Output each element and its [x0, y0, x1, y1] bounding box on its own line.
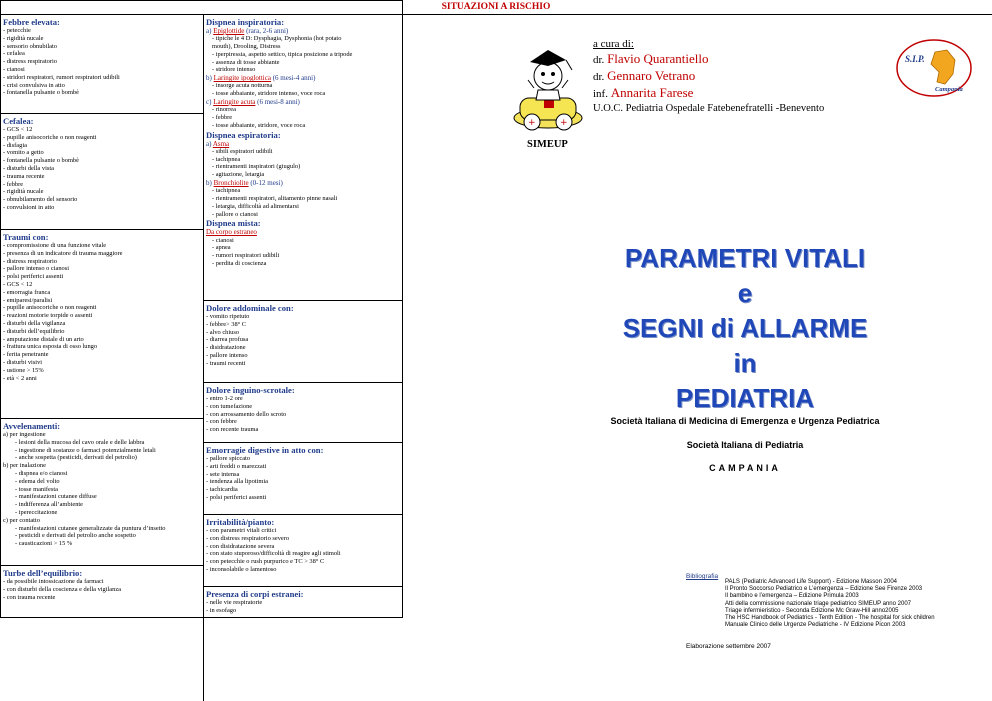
list-item: - febbre	[3, 180, 24, 188]
condition-name: Da corpo estraneo	[206, 228, 257, 237]
title-line: in	[733, 348, 757, 378]
bibliography-item: Atti della commissione nazionale triage pediatrico SIMEUP anno 2007	[725, 600, 911, 607]
list-item: - rumori respiratori udibili	[212, 252, 280, 260]
condition-prefix: a)	[206, 27, 214, 35]
list-item: - stridore intenso	[212, 66, 256, 74]
list-item: - perdita di coscienza	[212, 259, 267, 267]
subsection-title: Dispnea espiratoria:	[206, 129, 281, 140]
condition-prefix: c)	[206, 97, 214, 106]
list-item: - con febbre	[206, 418, 237, 426]
list-item: - apnea	[212, 244, 231, 252]
list-item: - rientramenti respiratori, alitamento pinne nasali	[212, 194, 338, 202]
list-item: - con tumefazione	[206, 402, 253, 410]
bibliography-item: The HSC Handbook of Pediatrics - Tenth Edition - The hospital for sick children	[725, 615, 935, 622]
list-item: - petecchie	[3, 27, 31, 34]
list-item: - edema del volto	[15, 477, 60, 485]
title-line: SEGNI di ALLARME	[622, 313, 868, 343]
list-item: - fontanella pulsante o bombè	[3, 89, 79, 97]
risk-section	[0, 229, 203, 382]
list-item: - con trauma recente	[3, 593, 56, 601]
condition-label	[206, 27, 399, 35]
section-list	[3, 578, 200, 601]
condition-label	[206, 179, 399, 187]
credit-person: dr. Flavio Quarantiello	[593, 51, 709, 66]
list-item: - agitazione, letargia	[212, 171, 265, 179]
list-item: - polsi periferici assenti	[206, 493, 267, 501]
list-item: - manifestazioni cutanee diffuse	[15, 493, 97, 501]
list-item: - tipiche le 4 D: Dysphagia, Dysphonia (hot potato	[212, 35, 342, 43]
condition-label	[206, 74, 399, 82]
section-list	[3, 27, 200, 97]
list-item: - pallore spiccato	[206, 455, 251, 462]
section-title: Avvelenamenti:	[3, 421, 61, 431]
section-title: Dolore addominale con:	[206, 303, 294, 313]
list-item: - emorragia franca	[3, 288, 51, 296]
condition-label	[206, 98, 399, 106]
panel-title: SITUAZIONI A RISCHIO	[0, 0, 992, 15]
section-title: Dispnea inspiratoria:	[206, 17, 285, 27]
list-item: - pallore o cianosi	[212, 210, 258, 218]
risk-section	[0, 418, 203, 548]
bibliography-list	[725, 579, 935, 629]
risk-section	[203, 300, 402, 368]
condition-name: Asma	[212, 139, 230, 148]
list-item: - con distress respiratorio severo	[206, 534, 290, 542]
credit-department: U.O.C. Pediatria Ospedale Fatebenefratelli -Benevento	[593, 103, 825, 114]
list-item: - disfagia	[3, 141, 27, 149]
list-item: - reazioni motorie torpide o assenti	[3, 312, 93, 320]
list-item: - da possibile intossicazione da farmaci	[3, 578, 104, 585]
title-line: PARAMETRI VITALI	[624, 243, 866, 273]
list-item: - GCS < 12	[3, 280, 33, 288]
list-item: - rigidità nucale	[3, 34, 44, 42]
footer-date: Elaborazione settembre 2007	[686, 643, 771, 650]
list-item: - ipereccitazione	[15, 508, 58, 516]
list-item: - arti freddi o marezzati	[206, 462, 267, 470]
condition-prefix: b)	[206, 178, 214, 187]
risk-section	[0, 113, 203, 212]
condition-name: Laringite ipoglottica	[213, 74, 271, 83]
list-item: - pallore intenso	[206, 351, 248, 359]
list-item: a) per ingestione	[3, 431, 46, 438]
list-item: - diarrea profusa	[206, 336, 249, 344]
list-item: - presenza di un indicatore di trauma maggiore	[3, 249, 123, 257]
section-list	[206, 527, 399, 574]
list-item: - inconsolabile o lamentoso	[206, 565, 277, 573]
list-item: - ingestione di sostanze o farmaci potenzialmente letali	[15, 446, 156, 454]
list-item: - sensorio obnubilato	[3, 42, 57, 50]
risk-section	[0, 15, 203, 97]
list-item: - cefalea	[3, 50, 25, 58]
list-item: - disturbi dell’equilibrio	[3, 327, 65, 335]
list-item: - età < 2 anni	[3, 374, 37, 382]
section-list	[206, 27, 399, 268]
section-title: Turbe dell’equilibrio:	[3, 568, 83, 578]
list-item: - iperpiressia, aspetto settico, tipica posizione a tripode	[212, 50, 353, 58]
list-item: - emiparesi/paralisi	[3, 296, 53, 304]
list-item: - distress respiratorio	[3, 257, 57, 265]
list-item: - rinorrea	[212, 106, 236, 114]
title-line: e	[737, 278, 753, 308]
risk-section	[203, 442, 402, 502]
simeup-cartoon-logo	[508, 36, 586, 132]
condition-age: (rara, 2-6 anni)	[244, 27, 289, 35]
list-item: - alvo chiuso	[206, 328, 240, 336]
list-item: - con stato stuporoso/difficoltà di reagire agli stimoli	[206, 550, 341, 558]
section-list	[3, 431, 200, 548]
section-list	[206, 455, 399, 502]
list-item: - tosse manifesta	[15, 485, 58, 493]
risk-section	[203, 514, 402, 574]
condition-name: Bronchiolite	[213, 178, 249, 187]
list-item: - letargia, difficoltà ad alimentarsi	[212, 202, 299, 210]
list-item: - disturbi della vigilanza	[3, 319, 66, 327]
list-item: - causticazioni > 15 %	[15, 540, 73, 548]
section-title: Cefalea:	[3, 116, 34, 126]
list-item: - tosse abbaiante, stridore intenso, voce roca	[212, 90, 326, 98]
region-logo-text: Campania	[935, 86, 963, 93]
list-item: - con disidratazione severa	[206, 542, 275, 550]
section-title: Irritabilità/pianto:	[206, 517, 275, 527]
section-title: Emorragie digestive in atto con:	[206, 445, 324, 455]
list-item: - pesticidi e derivati del petrolio anche sospetto	[15, 532, 136, 540]
list-item: - frattura unica esposta di osso lungo	[3, 343, 98, 351]
list-item: - pupille anisocoriche o non reagenti	[3, 304, 97, 312]
list-item: - cianosi	[212, 236, 234, 244]
risk-section	[0, 565, 203, 601]
condition-prefix: a)	[206, 139, 213, 148]
bibliography-item: PALS (Pediatric Advanced Life Support) - Edizione Masson 2004	[725, 579, 897, 585]
list-item: - pupille anisocoriche o non reagenti	[3, 133, 97, 141]
list-item: - tosse abbaiante, stridore, voce roca	[212, 121, 306, 129]
section-title: Traumi con:	[3, 232, 49, 242]
list-item: - amputazione distale di un arto	[3, 335, 84, 343]
svg-text:+: +	[560, 118, 568, 128]
list-item: - sete intensa	[206, 470, 240, 478]
simeup-label: SIMEUP	[527, 139, 568, 150]
list-item: - tachipnea	[212, 187, 241, 195]
society-3: CAMPANIA	[709, 463, 781, 473]
list-item: - compromissione di una funzione vitale	[3, 242, 107, 249]
bibliography-item: Il bambino e l’emergenza – Edizione Primula 2003	[725, 593, 859, 600]
condition-name: Epiglottide	[213, 27, 245, 35]
list-item: - tendenza alla lipotimia	[206, 478, 268, 486]
list-item: - con recente trauma	[206, 426, 259, 434]
list-item: - manifestazioni cutanee generalizzate da puntura d’insetto	[15, 524, 166, 532]
list-item: mouth), Drooling, Distress	[212, 43, 281, 50]
bibliography-link[interactable]: Bibliografia	[686, 573, 719, 580]
list-item: - rientramenti inspiratori (giugulo)	[212, 163, 301, 171]
list-item: - tachicardia	[206, 486, 238, 494]
list-item: - disturbi visivi	[3, 358, 43, 366]
list-item: - febbre> 38° C	[206, 320, 247, 328]
panel-column-left	[0, 15, 204, 701]
list-item: - indifferenza all’ambiente	[15, 501, 84, 509]
list-item: - convulsioni in atto	[3, 203, 55, 211]
list-item: - trauma recente	[3, 172, 45, 180]
list-item: - con arrossamento dello scroto	[206, 410, 287, 418]
list-item: - con parametri vitali critici	[206, 527, 277, 534]
list-item: - con petecchie o rush purpurico e TC > 38° C	[206, 558, 325, 566]
list-item: - in esofago	[206, 606, 237, 614]
list-item: - traumi recenti	[206, 359, 246, 367]
title-line: PEDIATRIA	[675, 383, 815, 413]
bibliography-item: Il Pronto Soccorso Pediatrico e L’emergenza – Edizione See Firenze 2003	[725, 586, 923, 593]
list-item: - ustione > 15%	[3, 366, 44, 374]
risk-section	[203, 382, 402, 434]
list-item: - entro 1-2 ore	[206, 395, 243, 402]
list-item: - lesioni della mucosa del cavo orale e delle labbra	[15, 438, 145, 446]
sip-logo-text: S.I.P.	[905, 54, 925, 64]
sip-campania-logo	[895, 38, 973, 98]
society-2: Società Italiana di Pediatria	[686, 440, 804, 450]
list-item: c) per contatto	[3, 516, 40, 524]
list-item: - ferita penetrante	[3, 351, 49, 359]
section-title: Presenza di corpi estranei:	[206, 589, 304, 599]
condition-name: Laringite acuta	[213, 97, 256, 106]
section-list	[3, 242, 200, 382]
condition-prefix: b)	[206, 74, 214, 83]
list-item: - GCS < 12	[3, 126, 33, 133]
bibliography-item: Manuale Clinico delle Urgenze Pediatriche - IV Edizione Picon 2003	[725, 622, 906, 629]
svg-text:+: +	[528, 118, 536, 128]
section-list	[206, 599, 399, 615]
list-item: - vomito ripetuto	[206, 313, 250, 320]
condition-age: (6 mesi-8 anni)	[255, 97, 300, 106]
list-item: - obnubilamento del sensorio	[3, 196, 78, 204]
section-list	[206, 313, 399, 368]
list-item: - distress respiratorio	[3, 58, 57, 66]
list-item: - tachipnea	[212, 155, 241, 163]
list-item: - disidratazione	[206, 344, 246, 352]
risk-section	[203, 586, 402, 615]
section-title: Febbre elevata:	[3, 17, 60, 27]
credit-person: dr. Gennaro Vetrano	[593, 68, 696, 83]
credit-person: inf. Annarita Farese	[593, 85, 694, 100]
list-item: - disturbi della vista	[3, 164, 54, 172]
section-list	[3, 126, 200, 212]
list-item: - polsi periferici assenti	[3, 273, 64, 281]
bibliography-item: Triage infermieristico - Seconda Edizione Mc Graw-Hill anno2005	[725, 607, 899, 614]
list-item: - febbre	[212, 113, 233, 121]
list-item: - rigidità nucale	[3, 188, 44, 196]
section-list	[206, 395, 399, 434]
list-item: - assenza di tosse abbiante	[212, 58, 280, 66]
risk-section	[203, 15, 402, 268]
list-item: - sibili espiratori udibili	[212, 147, 273, 155]
condition-age: (0-12 mesi)	[248, 178, 283, 187]
list-item: - nelle vie respiratorie	[206, 599, 263, 606]
society-1: Società Italiana di Medicina di Emergenza e Urgenza Pediatrica	[610, 416, 880, 426]
condition-age: (6 mesi-4 anni)	[270, 74, 316, 83]
list-item: - cianosi	[3, 65, 25, 73]
panel-column-right	[203, 15, 402, 701]
section-title: Dolore inguino-scrotale:	[206, 385, 295, 395]
list-item: - con disturbi della coscienza e della vigilanza	[3, 585, 121, 593]
list-item: - stridori respiratori, rumori respiratori udibili	[3, 73, 120, 81]
list-item: - crisi convulsiva in atto	[3, 81, 65, 89]
list-item: - pallore intenso o cianosi	[3, 265, 70, 273]
list-item: b) per inalazione	[3, 462, 46, 470]
subsection-title: Dispnea mista:	[206, 218, 261, 229]
list-item: - dispnea e/o cianosi	[15, 469, 68, 477]
list-item: - fontanella pulsante o bombè	[3, 157, 79, 165]
condition-label	[206, 140, 399, 148]
condition-label	[206, 228, 399, 236]
list-item: - vomito a getto	[3, 149, 44, 157]
credits-lead: a cura di:	[593, 38, 634, 50]
list-item: - insorge acuta notturna	[212, 82, 273, 90]
list-item: - anche sospetta (pesticidi, derivati del petrolio)	[15, 454, 137, 462]
